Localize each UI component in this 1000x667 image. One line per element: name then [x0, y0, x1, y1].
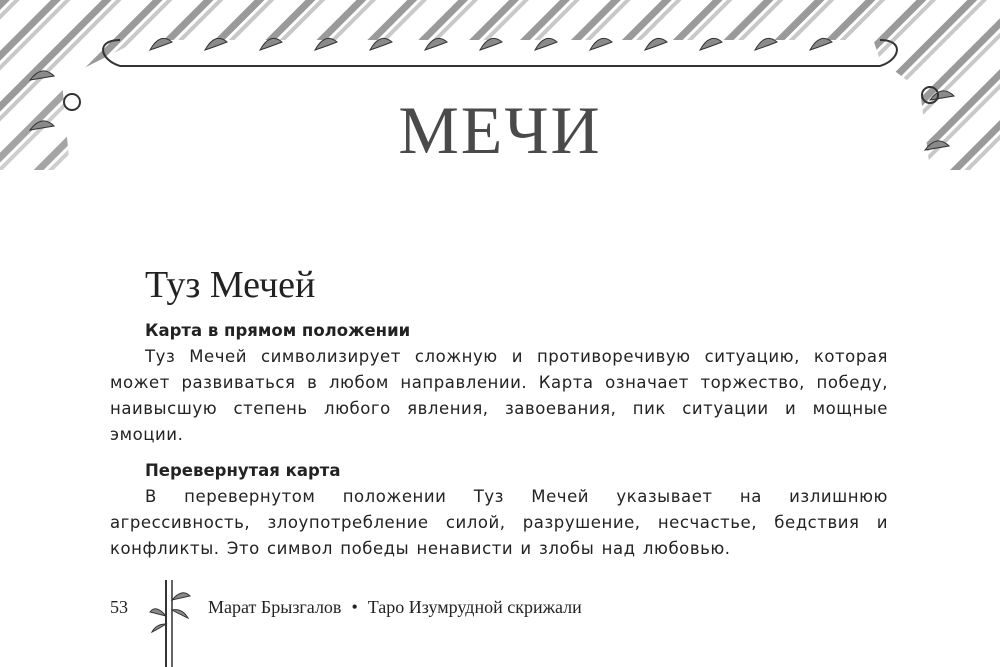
upright-heading: Карта в прямом положении — [145, 321, 411, 340]
page-number: 53 — [110, 597, 128, 617]
reversed-heading: Перевернутая карта — [145, 461, 341, 480]
section-title: Туз Мечей — [145, 264, 316, 306]
chapter-title: МЕЧИ — [398, 92, 602, 168]
book-title: Таро Изумрудной скрижали — [367, 597, 582, 617]
author-name: Марат Брызгалов — [208, 597, 342, 617]
leaf-stem-icon — [148, 580, 192, 667]
upright-text: Туз Мечей символизирует сложную и противоречивую ситуацию, которая может развиваться в любом направлении. Карта означает торжество, победу, наивысшую степень любого явления, завоевания, пик ситуации и мощные эмоции. — [110, 347, 888, 444]
footer-credits — [208, 594, 582, 620]
reversed-section — [110, 458, 888, 562]
reversed-text: В перевернутом положении Туз Мечей указывает на излишнюю агрессивность, злоупотребление силой, разрушение, несчастье, бедствия и конфликты. Это символ победы ненависти и злобы над любовью. — [110, 487, 888, 558]
separator: • — [351, 597, 358, 617]
upright-section — [110, 318, 888, 448]
